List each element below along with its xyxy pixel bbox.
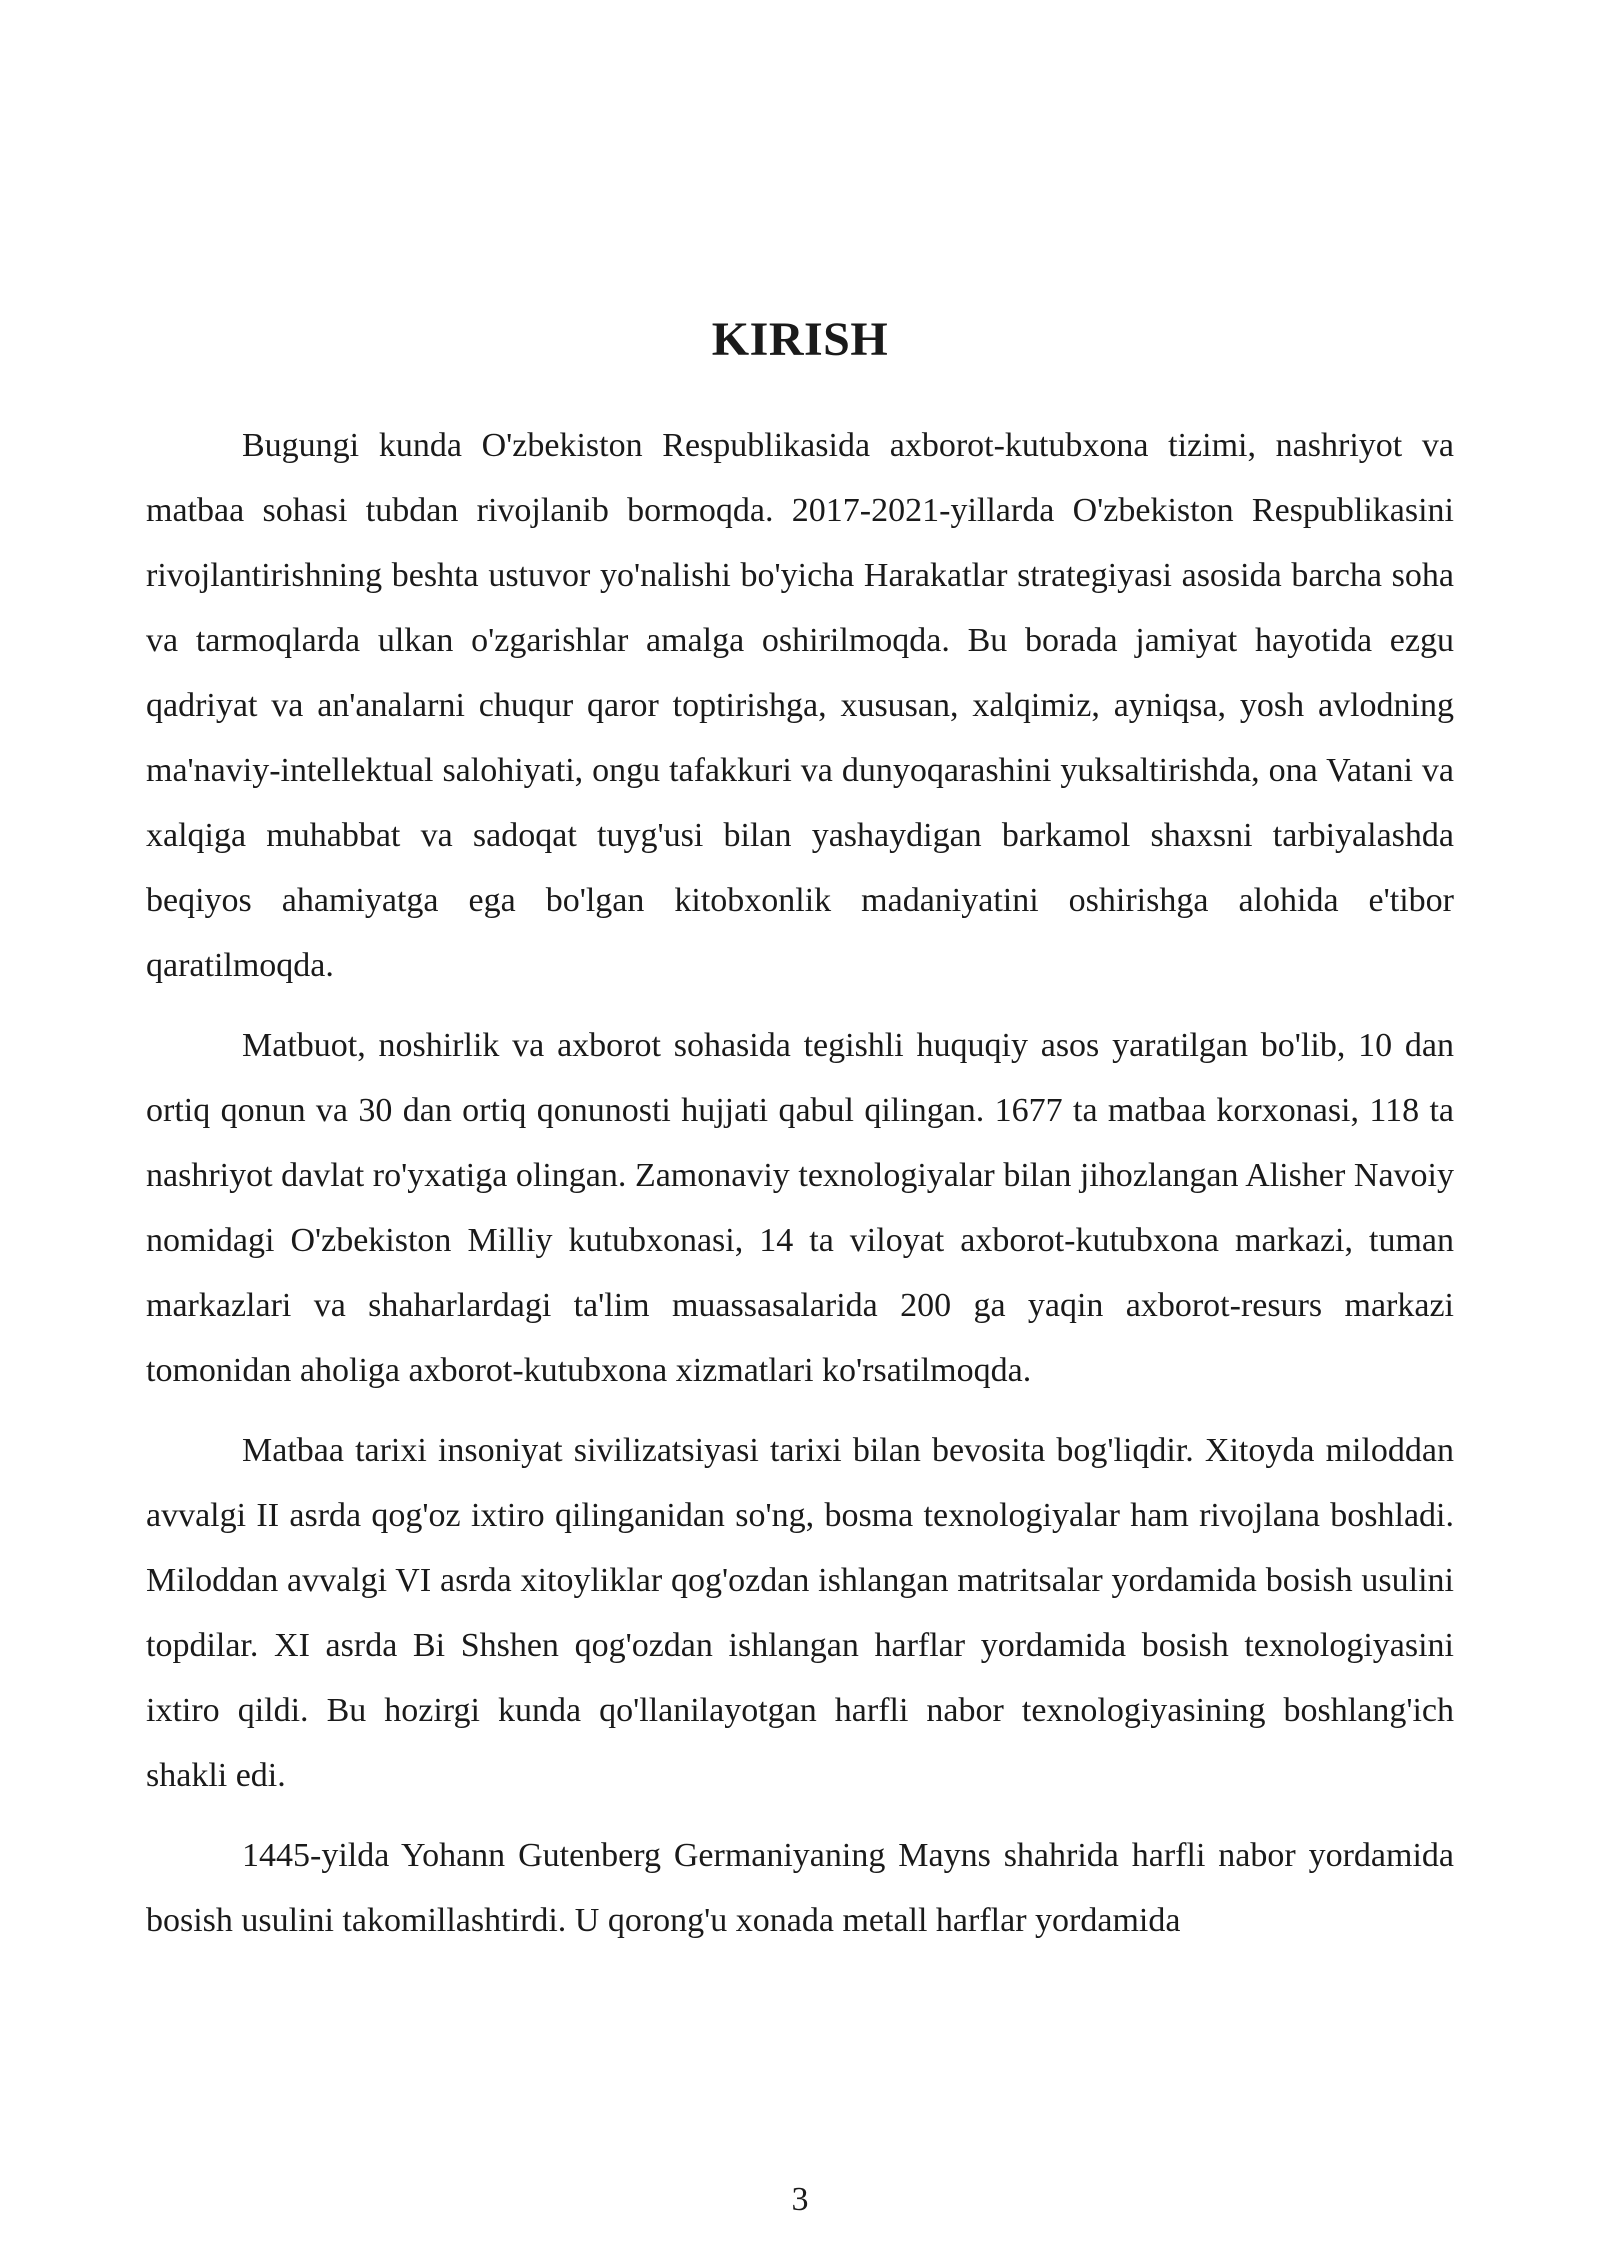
paragraph: 1445-yilda Yohann Gutenberg Germaniyaning Mayns shahrida harfli nabor yordamida bosish usulini takomillashtirdi. U qorong'u xonada metall harflar yordamida [146,1837,1454,1939]
page-title: KIRISH [711,313,889,366]
paragraph: Matbaa tarixi insoniyat sivilizatsiyasi tarixi bilan bevosita bog'liqdir. Xitoyda miloddan avvalgi II asrda qog'oz ixtiro qilinganidan so'ng, bosma texnologiyalar ham rivojlana boshladi. Miloddan avvalgi VI asrda xitoyliklar qog'ozdan ishlangan matritsalar yordamida bosish usulini topdilar. XI asrda Bi Shshen qog'ozdan ishlangan harflar yordamida bosish texnologiyasini ixtiro qildi. Bu hozirgi kunda qo'llanilayotgan harfli nabor texnologiyasining boshlang'ich shakli edi. [146,1432,1454,1794]
paragraph: Bugungi kunda O'zbekiston Respublikasida axborot-kutubxona tizimi, nashriyot va matbaa sohasi tubdan rivojlanib bormoqda. 2017-2021-yillarda O'zbekiston Respublikasini rivojlantirishning beshta ustuvor yo'nalishi bo'yicha Harakatlar strategiyasi asosida barcha soha va tarmoqlarda ulkan o'zgarishlar amalga oshirilmoqda. Bu borada jamiyat hayotida ezgu qadriyat va an'analarni chuqur qaror toptirishga, xususan, xalqimiz, ayniqsa, yosh avlodning ma'naviy-intellektual salohiyati, ongu tafakkuri va dunyoqarashini yuksaltirishda, ona Vatani va xalqiga muhabbat va sadoqat tuyg'usi bilan yashaydigan barkamol shaxsni tarbiyalashda beqiyos ahamiyatga ega bo'lgan kitobxonlik madaniyatini oshirishga alohida e'tibor qaratilmoqda. [146,427,1454,984]
paragraph: Matbuot, noshirlik va axborot sohasida tegishli huquqiy asos yaratilgan bo'lib, 10 dan ortiq qonun va 30 dan ortiq qonunosti hujjati qabul qilingan. 1677 ta matbaa korxonasi, 118 ta nashriyot davlat ro'yxatiga olingan. Zamonaviy texnologiyalar bilan jihozlangan Alisher Navoiy nomidagi O'zbekiston Milliy kutubxonasi, 14 ta viloyat axborot-kutubxona markazi, tuman markazlari va shaharlardagi ta'lim muassasalarida 200 ga yaqin axborot-resurs markazi tomonidan aholiga axborot-kutubxona xizmatlari ko'rsatilmoqda. [146,1027,1454,1389]
page-number: 3 [791,2181,809,2218]
body-text [146,413,1454,1968]
